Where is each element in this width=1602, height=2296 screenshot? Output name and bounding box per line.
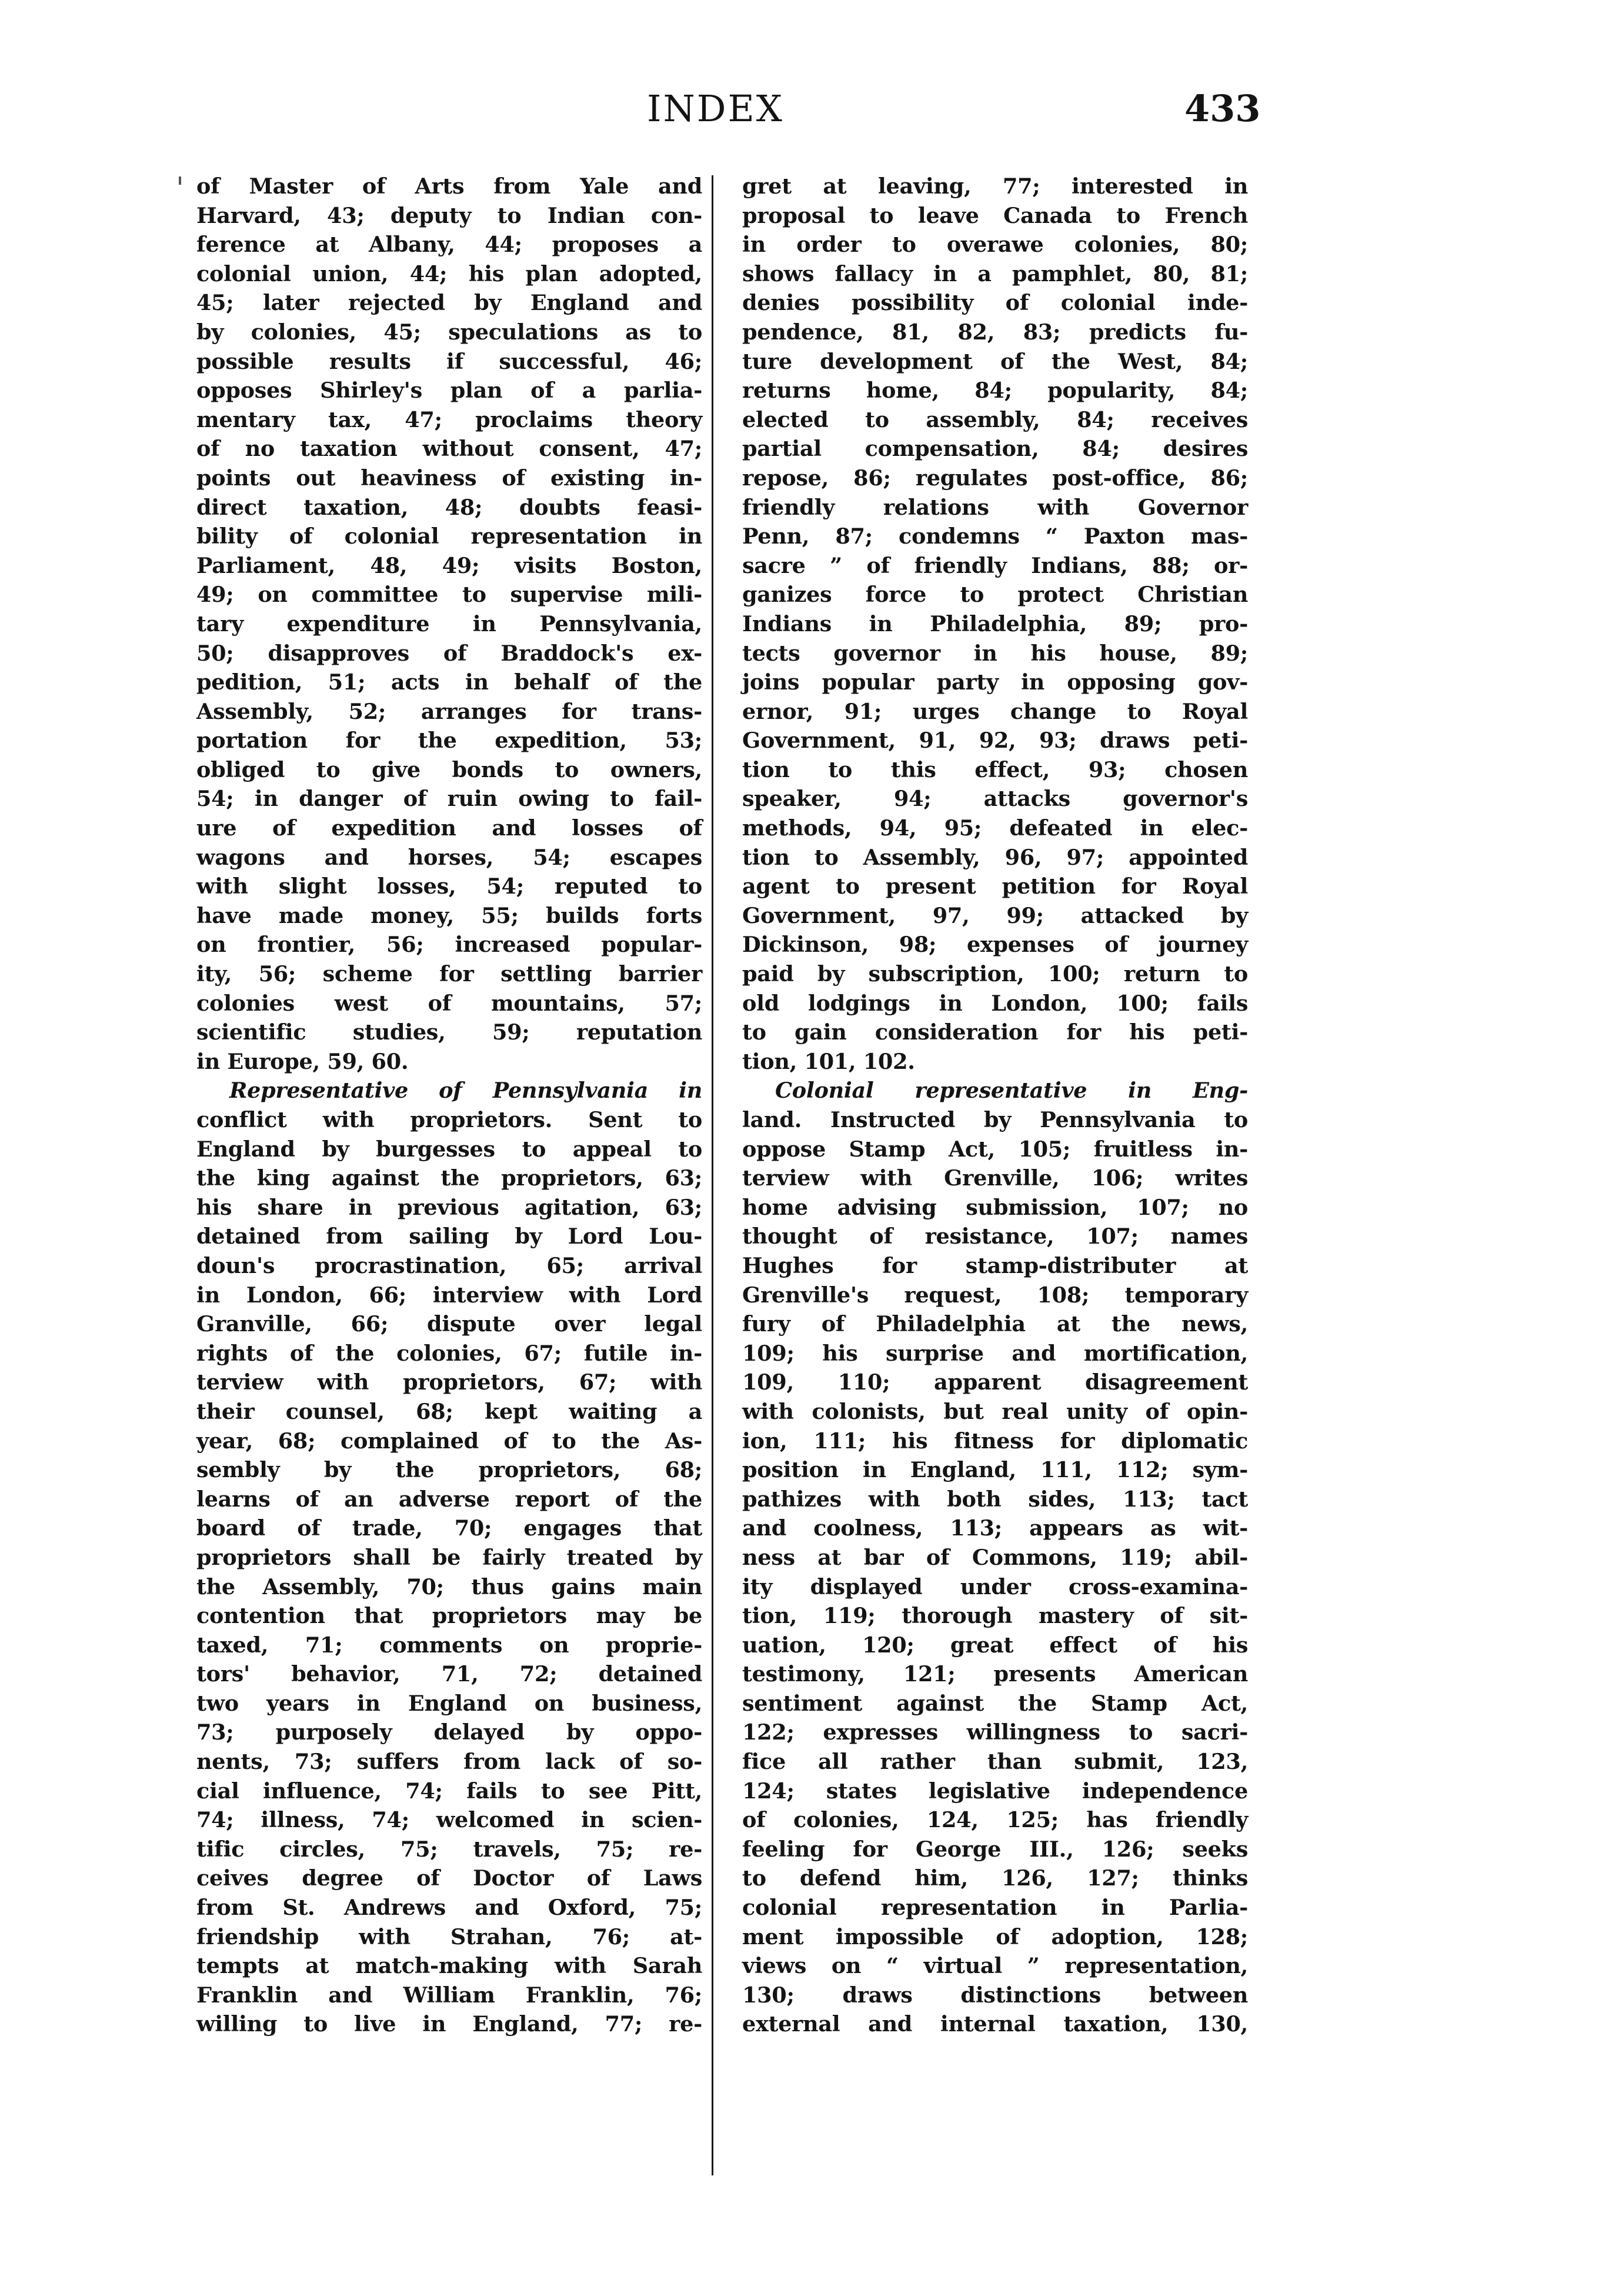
text-line: ment impossible of adoption, 128;: [742, 1924, 1248, 1950]
text-line: methods, 94, 95; defeated in elec-: [742, 815, 1248, 841]
text-line: rights of the colonies, 67; futile in-: [196, 1340, 702, 1366]
text-line: year, 68; complained of to the As-: [196, 1428, 702, 1454]
section-heading: Representative of Pennsylvania in: [229, 1078, 702, 1104]
text-line: of Master of Arts from Yale and: [196, 174, 702, 199]
index-column-right: [742, 172, 1248, 2039]
text-line: views on “ virtual ” representation,: [742, 1953, 1248, 1979]
text-line: colonies west of mountains, 57;: [196, 990, 702, 1016]
text-line: 130; draws distinctions between: [742, 1982, 1248, 2008]
text-line: conflict with proprietors. Sent to: [196, 1107, 702, 1132]
running-head: [0, 87, 1602, 134]
text-line: to defend him, 126, 127; thinks: [742, 1865, 1248, 1891]
text-line: scientific studies, 59; reputation: [196, 1019, 702, 1045]
text-line: willing to live in England, 77; re-: [196, 2011, 702, 2037]
text-line: bility of colonial representation in: [196, 524, 702, 549]
text-line: possible results if successful, 46;: [196, 348, 702, 374]
text-line: proposal to leave Canada to French: [742, 202, 1248, 228]
text-line: have made money, 55; builds forts: [196, 902, 702, 928]
text-line: sacre ” of friendly Indians, 88; or-: [742, 552, 1248, 578]
text-line: the king against the proprietors, 63;: [196, 1165, 702, 1191]
text-line: tects governor in his house, 89;: [742, 640, 1248, 666]
text-line: 122; expresses willingness to sacri-: [742, 1719, 1248, 1745]
text-line: agent to present petition for Royal: [742, 874, 1248, 899]
text-line: ference at Albany, 44; proposes a: [196, 232, 702, 258]
text-line: with slight losses, 54; reputed to: [196, 874, 702, 899]
text-line: ture development of the West, 84;: [742, 348, 1248, 374]
text-line: Granville, 66; dispute over legal: [196, 1311, 702, 1337]
text-line: tary expenditure in Pennsylvania,: [196, 611, 702, 637]
text-line: 74; illness, 74; welcomed in scien-: [196, 1807, 702, 1833]
text-line: 124; states legislative independence: [742, 1778, 1248, 1804]
text-line: and coolness, 113; appears as wit-: [742, 1515, 1248, 1541]
text-line: by colonies, 45; speculations as to: [196, 319, 702, 345]
text-line: paid by subscription, 100; return to: [742, 961, 1248, 987]
text-line: Franklin and William Franklin, 76;: [196, 1982, 702, 2008]
text-line: cial influence, 74; fails to see Pitt,: [196, 1778, 702, 1804]
text-line: friendship with Strahan, 76; at-: [196, 1924, 702, 1950]
text-line: wagons and horses, 54; escapes: [196, 844, 702, 870]
text-line: gret at leaving, 77; interested in: [742, 174, 1248, 199]
text-line: 73; purposely delayed by oppo-: [196, 1719, 702, 1745]
text-line: oppose Stamp Act, 105; fruitless in-: [742, 1136, 1248, 1162]
text-line: Assembly, 52; arranges for trans-: [196, 698, 702, 724]
text-line: fice all rather than submit, 123,: [742, 1749, 1248, 1775]
text-line: 109, 110; apparent disagreement: [742, 1369, 1248, 1395]
text-line: thought of resistance, 107; names: [742, 1224, 1248, 1249]
text-line: denies possibility of colonial inde-: [742, 290, 1248, 316]
text-line: his share in previous agitation, 63;: [196, 1194, 702, 1220]
text-line: sembly by the proprietors, 68;: [196, 1457, 702, 1483]
text-line: Indians in Philadelphia, 89; pro-: [742, 611, 1248, 637]
text-line: joins popular party in opposing gov-: [742, 669, 1248, 695]
text-line: external and internal taxation, 130,: [742, 2011, 1248, 2037]
text-line: returns home, 84; popularity, 84;: [742, 378, 1248, 404]
text-line: nents, 73; suffers from lack of so-: [196, 1749, 702, 1775]
text-line: pendence, 81, 82, 83; predicts fu-: [742, 319, 1248, 345]
text-line: sentiment against the Stamp Act,: [742, 1690, 1248, 1716]
text-line: Penn, 87; condemns “ Paxton mas-: [742, 524, 1248, 549]
text-line: in Europe, 59, 60.: [196, 1048, 409, 1074]
text-line: obliged to give bonds to owners,: [196, 757, 702, 782]
text-line: Hughes for stamp-distributer at: [742, 1252, 1248, 1278]
text-line: 50; disapproves of Braddock's ex-: [196, 640, 702, 666]
text-line: colonial union, 44; his plan adopted,: [196, 261, 702, 286]
text-line: position in England, 111, 112; sym-: [742, 1457, 1248, 1483]
text-line: elected to assembly, 84; receives: [742, 406, 1248, 432]
text-line: opposes Shirley's plan of a parlia-: [196, 378, 702, 404]
running-title: INDEX: [647, 87, 784, 130]
text-line: learns of an adverse report of the: [196, 1486, 702, 1512]
section-heading: Colonial representative in Eng-: [775, 1078, 1248, 1104]
text-line: taxed, 71; comments on proprie-: [196, 1632, 702, 1658]
text-line: 109; his surprise and mortification,: [742, 1340, 1248, 1366]
text-line: portation for the expedition, 53;: [196, 728, 702, 754]
text-line: feeling for George III., 126; seeks: [742, 1836, 1248, 1862]
text-line: ganizes force to protect Christian: [742, 582, 1248, 608]
text-line: 49; on committee to supervise mili-: [196, 582, 702, 608]
text-line: pathizes with both sides, 113; tact: [742, 1486, 1248, 1512]
text-line: their counsel, 68; kept waiting a: [196, 1398, 702, 1424]
text-line: tion, 101, 102.: [742, 1048, 915, 1074]
index-column-left: [196, 172, 702, 2039]
text-line: pedition, 51; acts in behalf of the: [196, 669, 702, 695]
text-line: friendly relations with Governor: [742, 494, 1248, 520]
text-line: ure of expedition and losses of: [196, 815, 702, 841]
text-line: old lodgings in London, 100; fails: [742, 990, 1248, 1016]
text-line: shows fallacy in a pamphlet, 80, 81;: [742, 261, 1248, 286]
text-line: the Assembly, 70; thus gains main: [196, 1574, 702, 1599]
text-line: ity displayed under cross-examina-: [742, 1574, 1248, 1599]
text-line: doun's procrastination, 65; arrival: [196, 1252, 702, 1278]
margin-mark: [179, 176, 181, 185]
text-line: ernor, 91; urges change to Royal: [742, 698, 1248, 724]
text-line: speaker, 94; attacks governor's: [742, 786, 1248, 812]
text-line: of colonies, 124, 125; has friendly: [742, 1807, 1248, 1833]
text-line: testimony, 121; presents American: [742, 1661, 1248, 1687]
text-line: terview with Grenville, 106; writes: [742, 1165, 1248, 1191]
text-line: tion to this effect, 93; chosen: [742, 757, 1248, 782]
text-line: ceives degree of Doctor of Laws: [196, 1865, 702, 1891]
text-line: Dickinson, 98; expenses of journey: [742, 932, 1248, 958]
text-line: England by burgesses to appeal to: [196, 1136, 702, 1162]
text-line: uation, 120; great effect of his: [742, 1632, 1248, 1658]
text-line: in order to overawe colonies, 80;: [742, 232, 1248, 258]
page-number: 433: [1184, 87, 1261, 130]
text-line: ity, 56; scheme for settling barrier: [196, 961, 702, 987]
text-line: ion, 111; his fitness for diplomatic: [742, 1428, 1248, 1454]
text-line: tors' behavior, 71, 72; detained: [196, 1661, 702, 1687]
text-line: board of trade, 70; engages that: [196, 1515, 702, 1541]
text-line: Harvard, 43; deputy to Indian con-: [196, 202, 702, 228]
text-line: Government, 97, 99; attacked by: [742, 902, 1248, 928]
text-line: contention that proprietors may be: [196, 1603, 702, 1629]
text-line: Grenville's request, 108; temporary: [742, 1282, 1248, 1308]
text-line: land. Instructed by Pennsylvania to: [742, 1107, 1248, 1132]
text-line: colonial representation in Parlia-: [742, 1895, 1248, 1921]
text-line: partial compensation, 84; desires: [742, 436, 1248, 462]
text-line: tion to Assembly, 96, 97; appointed: [742, 844, 1248, 870]
text-line: repose, 86; regulates post-office, 86;: [742, 465, 1248, 491]
text-line: home advising submission, 107; no: [742, 1194, 1248, 1220]
text-line: direct taxation, 48; doubts feasi-: [196, 494, 702, 520]
text-line: points out heaviness of existing in-: [196, 465, 702, 491]
text-line: 54; in danger of ruin owing to fail-: [196, 786, 702, 812]
text-line: terview with proprietors, 67; with: [196, 1369, 702, 1395]
text-line: detained from sailing by Lord Lou-: [196, 1224, 702, 1249]
text-line: fury of Philadelphia at the news,: [742, 1311, 1248, 1337]
text-line: Government, 91, 92, 93; draws peti-: [742, 728, 1248, 754]
text-line: two years in England on business,: [196, 1690, 702, 1716]
text-line: of no taxation without consent, 47;: [196, 436, 702, 462]
text-line: ness at bar of Commons, 119; abil-: [742, 1544, 1248, 1570]
text-line: mentary tax, 47; proclaims theory: [196, 406, 702, 432]
text-line: proprietors shall be fairly treated by: [196, 1544, 702, 1570]
text-line: to gain consideration for his peti-: [742, 1019, 1248, 1045]
text-line: with colonists, but real unity of opin-: [742, 1398, 1248, 1424]
text-line: tific circles, 75; travels, 75; re-: [196, 1836, 702, 1862]
text-line: tempts at match-making with Sarah: [196, 1953, 702, 1979]
text-line: in London, 66; interview with Lord: [196, 1282, 702, 1308]
text-line: from St. Andrews and Oxford, 75;: [196, 1895, 702, 1921]
text-line: tion, 119; thorough mastery of sit-: [742, 1603, 1248, 1629]
text-line: on frontier, 56; increased popular-: [196, 932, 702, 958]
text-line: Parliament, 48, 49; visits Boston,: [196, 552, 702, 578]
text-line: 45; later rejected by England and: [196, 290, 702, 316]
column-divider: [712, 175, 713, 2175]
